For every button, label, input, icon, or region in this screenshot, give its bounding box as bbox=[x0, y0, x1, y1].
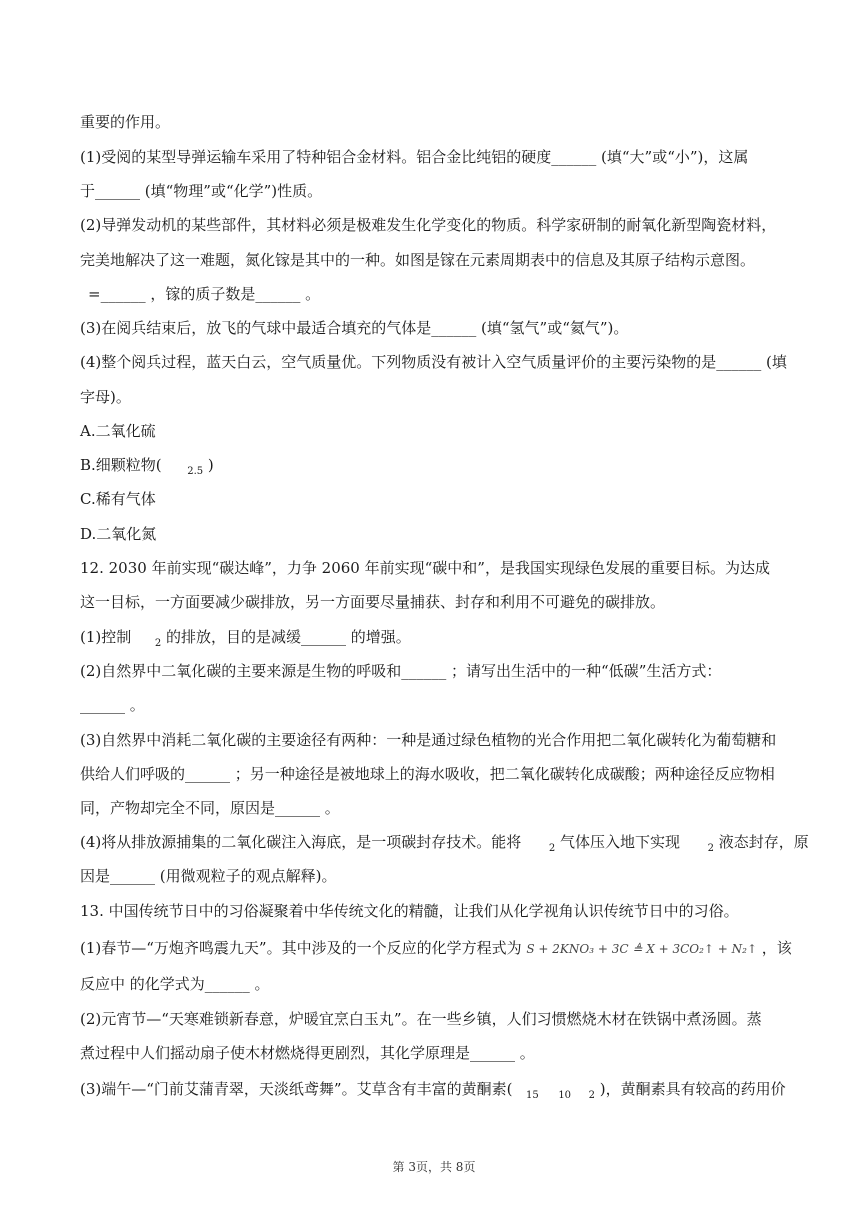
subscript: 2 bbox=[154, 638, 162, 649]
subscript: 2 bbox=[588, 1090, 595, 1101]
question-12: 12. 2030 年前实现“碳达峰”，力争 2060 年前实现“碳中和”，是我国实现绿色发展的重要目标。为达成 bbox=[80, 559, 770, 577]
text-fragment: (1)控制 bbox=[80, 628, 132, 646]
text-line: (2)元宵节—“天寒难锁新春意，炉暖宜烹白玉丸”。在一些乡镇，人们习惯燃烧木材在铁锅中煮汤圆。蒸 bbox=[80, 1010, 762, 1028]
text-line: (2)自然界中二氧化碳的主要来源是生物的呼吸和______ ；请写出生活中的一种“低碳”生活方式： bbox=[80, 662, 722, 680]
text-fragment: (4)将从排放源捕集的二氧化碳注入海底，是一项碳封存技术。能将 bbox=[80, 833, 522, 851]
text-line bbox=[80, 832, 809, 855]
text-line: 因是______ (用微观粒子的观点解释)。 bbox=[80, 867, 337, 885]
option-a: A.二氧化硫 bbox=[80, 422, 156, 440]
text-fragment: 液态封存，原 bbox=[718, 833, 809, 851]
option-b-label: B.细颗粒物( bbox=[80, 456, 162, 474]
page-footer: 第 3页，共 8页 bbox=[392, 1160, 476, 1174]
text-line: 这一目标，一方面要减少碳排放，另一方面要尽量捕获、封存和利用不可避免的碳排放。 bbox=[80, 593, 666, 611]
option-d: D.二氧化氮 bbox=[80, 525, 157, 543]
text-line: 供给人们呼吸的______ ；另一种途径是被地球上的海水吸收，把二氧化碳转化成碳酸；两种途径反应物相 bbox=[80, 765, 775, 783]
text-line bbox=[80, 627, 792, 650]
chemical-equation: S + 2KNO₃ + 3C ≜ X + 3CO₂↑ + N₂↑ bbox=[526, 942, 758, 956]
subscript: 10 bbox=[558, 1090, 572, 1101]
text-line: 完美地解决了这一难题，氮化镓是其中的一种。如图是镓在元素周期表中的信息及其原子结构示意图。 bbox=[80, 251, 756, 269]
text-line: (3)在阅兵结束后，放飞的气球中最适合填充的气体是______ (填“氢气”或“氦气”)。 bbox=[80, 319, 629, 337]
text-line: (3)自然界中消耗二氧化碳的主要途径有两种：一种是通过绿色植物的光合作用把二氧化碳转化为葡萄糖和 bbox=[80, 731, 777, 749]
option-c: C.稀有气体 bbox=[80, 490, 156, 508]
text-fragment: (3)端午—“门前艾蒲青翠，天淡纸鸢舞”。艾草含有丰富的黄酮素( bbox=[80, 1080, 513, 1098]
pm-subscript: 2.5 bbox=[187, 466, 204, 477]
text-fragment: 的排放，目的是减缓______ 的增强。 bbox=[165, 628, 411, 646]
text-line bbox=[80, 938, 792, 959]
subscript: 2 bbox=[548, 843, 556, 854]
text-line: (1)受阅的某型导弹运输车采用了特种铝合金材料。铝合金比纯铝的硬度______ (填“大”或“小”)，这属 bbox=[80, 148, 749, 166]
text-line: 字母)。 bbox=[80, 388, 131, 406]
text-line: 煮过程中人们摇动扇子使木材燃烧得更剧烈，其化学原理是______ 。 bbox=[80, 1044, 535, 1062]
text-fragment: ，黄酮素具有较高的药用价 bbox=[605, 1080, 786, 1098]
text-fragment: ，该 bbox=[761, 939, 792, 957]
text-line: =______ ，镓的质子数是______ 。 bbox=[88, 285, 321, 303]
option-b: B.细颗粒物( $_{2.5}$ ) bbox=[80, 456, 214, 477]
text-fragment: (1)春节—“万炮齐鸣震九天”。其中涉及的一个反应的化学方程式为 bbox=[80, 939, 522, 957]
text-line: 同，产物却完全不同，原因是______ 。 bbox=[80, 799, 340, 817]
text-line: 重要的作用。 bbox=[80, 113, 171, 131]
text-line: (4)整个阅兵过程，蓝天白云，空气质量优。下列物质没有被计入空气质量评价的主要污染物的是______ (填 bbox=[80, 353, 787, 371]
subscript: 2 bbox=[707, 843, 714, 854]
subscript: 15 bbox=[526, 1090, 539, 1101]
text-line: 反应中 的化学式为______ 。 bbox=[80, 975, 270, 993]
text-line: 于______ (填“物理”或“化学”)性质。 bbox=[80, 182, 323, 200]
text-line: (3)端午—“门前艾蒲青翠，天淡纸鸢舞”。艾草含有丰富的黄酮素( $_{15}$ $_{10}$ $_2$ )，黄酮素具有较高的药用价 bbox=[80, 1080, 786, 1101]
text-line: (2)导弹发动机的某些部件，其材料必须是极难发生化学变化的物质。科学家研制的耐氧化新型陶瓷材料， bbox=[80, 216, 777, 234]
text-fragment: 气体压入地下实现 bbox=[559, 833, 680, 851]
question-13: 13. 中国传统节日中的习俗凝聚着中华传统文化的精髓，让我们从化学视角认识传统节日中的习俗。 bbox=[80, 902, 739, 920]
text-line: ______ 。 bbox=[80, 696, 145, 714]
